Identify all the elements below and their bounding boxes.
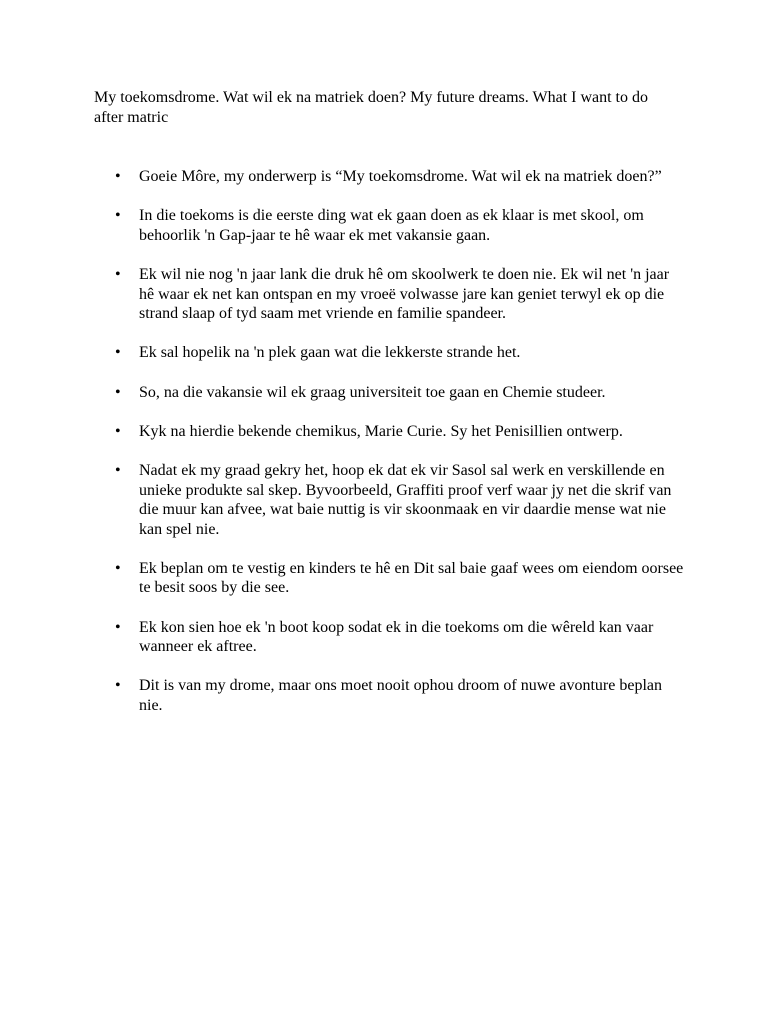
bullet-icon: • — [115, 677, 121, 695]
list-item-text: Ek beplan om te vestig en kinders te hê en Dit sal baie gaaf wees om eiendom oorsee te besit soos by die see. — [139, 559, 684, 597]
list-item-text: Dit is van my drome, maar ons moet nooit ophou droom of nuwe avonture beplan nie. — [139, 677, 663, 715]
list-item — [94, 206, 684, 245]
list-item — [94, 422, 684, 442]
bullet-icon: • — [115, 207, 121, 225]
list-item-text: Nadat ek my graad gekry het, hoop ek dat ek vir Sasol sal werk en verskillende en unieke produkte sal skep. Byvoorbeeld, Graffiti proof verf waar jy net die skrif van die muur kan afvee, wat baie nuttig is vir skoonmaak en vir daardie mense wat nie kan spel nie. — [139, 461, 672, 538]
bullet-icon: • — [115, 383, 121, 401]
list-item-text: Kyk na hierdie bekende chemikus, Marie Curie. Sy het Penisillien ontwerp. — [139, 422, 623, 440]
list-item-text: Ek sal hopelik na 'n plek gaan wat die lekkerste strande het. — [139, 344, 521, 362]
list-item — [94, 559, 684, 598]
list-item — [94, 343, 684, 363]
list-item — [94, 383, 684, 403]
bullet-icon: • — [115, 344, 121, 362]
bullet-icon: • — [115, 422, 121, 440]
list-item — [94, 167, 684, 187]
list-item-text: So, na die vakansie wil ek graag universiteit toe gaan en Chemie studeer. — [139, 383, 606, 401]
list-item — [94, 676, 684, 715]
list-item — [94, 618, 684, 657]
list-item-text: In die toekoms is die eerste ding wat ek gaan doen as ek klaar is met skool, om behoorlik 'n Gap-jaar te hê waar ek met vakansie gaan. — [139, 207, 644, 244]
list-item-text: Goeie Môre, my onderwerp is “My toekomsdrome. Wat wil ek na matriek doen?” — [139, 168, 662, 185]
bullet-icon: • — [115, 265, 121, 283]
bullet-icon: • — [115, 461, 121, 479]
list-item-text: Ek kon sien hoe ek 'n boot koop sodat ek in die toekoms om die wêreld kan vaar wanneer ek aftree. — [139, 618, 654, 656]
bullet-list — [94, 167, 684, 735]
bullet-icon: • — [115, 168, 121, 185]
list-item — [94, 265, 684, 324]
bullet-icon: • — [115, 559, 121, 577]
list-item-text: Ek wil nie nog 'n jaar lank die druk hê om skoolwerk te doen nie. Ek wil net 'n jaar hê waar ek net kan ontspan en my vroeë volwasse jare kan geniet terwyl ek op die strand slaap of tyd saam met vriende en familie spandeer. — [139, 265, 670, 323]
list-item — [94, 461, 684, 539]
document-title: My toekomsdrome. Wat wil ek na matriek doen? My future dreams. What I want to do after matric — [94, 89, 648, 126]
bullet-icon: • — [115, 618, 121, 636]
